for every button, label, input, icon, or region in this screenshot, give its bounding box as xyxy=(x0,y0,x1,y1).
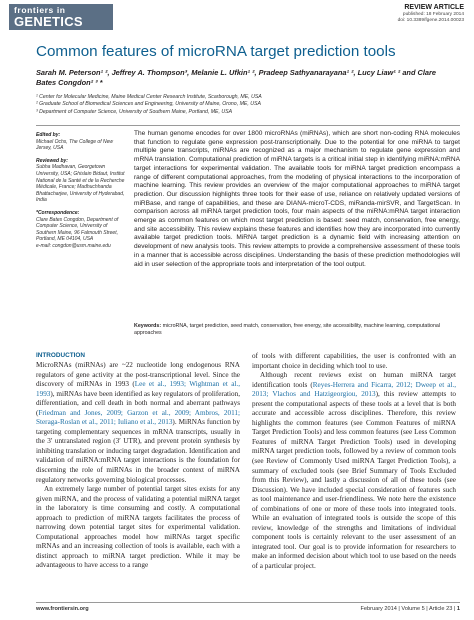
doi-link[interactable]: doi: 10.3389/fgene.2014.00023 xyxy=(397,18,464,23)
keywords-label: Keywords: xyxy=(134,323,162,329)
journal-logo[interactable] xyxy=(9,4,113,30)
affiliation-3: ³ Department of Computer Science, University of Southern Maine, Portland, ME, USA xyxy=(36,108,233,115)
body-text: ). MiRNAs function by targeting complementary sequences in mRNA transcripts, usually in the 3′ untranslated region (3′ UTR), and prevent protein synthesis by inhibiting translation or inducing target degradation. Identification and validation of miRNA:mRNA target interactions is the foundation for discerning the role of miRNAs in the broader context of miRNA regulatory networks governing biological processes. xyxy=(36,418,240,484)
body-paragraph xyxy=(36,485,240,571)
correspondence-address: Clare Bates Congdon, Department of Computer Science, University of Southern Maine, 96 Falmouth Street, Portland, ME 04104, USA xyxy=(36,216,119,243)
article-type: REVIEW ARTICLE xyxy=(404,4,464,11)
body-text: ), this review attempts to present the computational aspects of these tools at a level that is both accurate and accessible across disciplines. Therefore, this review highlights the common features (see Common Features of miRNA Target Prediction Tools) and less common features (see Less Common Features of miRNA Target Prediction Tools) used in developing miRNA target prediction tools, followed by a review of common tools (see Review of Commonly Used miRNA Target Prediction Tools), a summary of excluded tools (see Brief Summary of Tools Excluded from this Review), and lastly a discussion of all of these tools (see Discussion). We have included special consideration of features such as tool maintenance and user-friendliness. We note here the existence of combinations of one or more of these tools into integrated tools. While an evaluation of integrated tools is outside the scope of this review, knowledge of the strengths and limitations of individual component tools is certainly relevant to the user assessment of an integrated tool. Our goal is to provide information for researchers to make an informed decision about which tool to use based on the needs of a particular project. xyxy=(252,390,456,571)
correspondence-label: *Correspondence: xyxy=(36,209,80,216)
reviewed-by: Subha Madhavan, Georgetown University, USA; Ghislain Bidaut, Institut National de la Santé et de la Recherche Médicale, France; Madhuchhanda Bhattacharjee, University of Hyderabad, India xyxy=(36,164,125,204)
body-column-right xyxy=(252,352,456,572)
body-text: of tools with different capabilities, the user is confronted with an important choice in deciding which tool to use. xyxy=(252,352,456,370)
edited-by-label: Edited by: xyxy=(36,132,61,138)
article-title: Common features of microRNA target prediction tools xyxy=(36,43,396,60)
body-column-left xyxy=(36,352,240,571)
header-divider xyxy=(36,125,460,126)
editorial-sidebar xyxy=(36,132,126,250)
footer-issue-info xyxy=(360,606,460,612)
edited-by: Michael Ochs, The College of New Jersey, USA xyxy=(36,138,113,152)
affiliations xyxy=(36,94,456,116)
affiliation-2: ² Graduate School of Biomedical Sciences and Engineering, University of Maine, Orono, ME, USA xyxy=(36,101,261,108)
logo-top-text: frontiers in xyxy=(14,5,66,15)
abstract: The human genome encodes for over 1800 microRNAs (miRNAs), which are short non-coding RNA molecules that function to regulate gene expression post-transcriptionally. Due to the potential for one miRNA to target multiple gene transcripts, miRNAs are recognized as a major mechanism to regulate gene expression and mRNA translation. Computational prediction of miRNA targets is a critical initial step in identifying miRNA:mRNA target interactions for experimental validation. The available tools for miRNA target prediction encompass a range of different computational approaches, from the modeling of physical interactions to the incorporation of machine learning. This review provides an overview of the major computational approaches to miRNA target prediction. Our discussion highlights three tools for their ease of use, reliance on relatively updated versions of miRBase, and range of capabilities, and these are DIANA-microT-CDS, miRanda-mirSVR, and TargetScan. In comparison across all miRNA target prediction tools, four main aspects of the miRNA:mRNA target interaction emerge as common features on which most target prediction is based: seed match, conservation, free energy, and site accessibility. This review explains these features and identifies how they are incorporated into currently available target prediction tools. MiRNA target prediction is a dynamic field with increasing attention on development of new analysis tools. This review attempts to provide a comprehensive assessment of these tools in a manner that is accessible across disciplines. Understanding the basis of these prediction methodologies will aid in user selection of the appropriate tools and interpretation of the tool output. xyxy=(134,130,460,268)
correspondence-email[interactable]: e-mail: congdon@usm.maine.edu xyxy=(36,242,111,249)
body-text: Although recent reviews exist on human miRNA target identification tools ( xyxy=(252,371,456,389)
published-date: published: 18 February 2014 xyxy=(402,12,464,17)
author-list: Sarah M. Peterson¹ ², Jeffrey A. Thompson³, Melanie L. Ufkin¹ ², Pradeep Sathyanarayana¹ ², Lucy Liaw¹ ² and Clare Bates Congdon² ³ * xyxy=(36,68,437,87)
footer-divider xyxy=(36,602,460,603)
page-number: 1 xyxy=(456,606,460,612)
publication-info xyxy=(398,12,464,24)
body-paragraph xyxy=(252,371,456,571)
issue-info: February 2014 | Volume 5 | Article 23 | xyxy=(360,606,456,612)
journal-url[interactable]: www.frontiersin.org xyxy=(36,606,89,612)
citation-link[interactable]: Friedman and Jones, 2009; Garzon et al., 2009; Ambros, 2011; Steraga-Roslan et al., 2011; Iuliano et al., 2013 xyxy=(36,408,240,427)
body-text: MicroRNAs (miRNAs) are ~22 nucleotide long endogenous RNA regulators of gene activity at the post-transcriptional level. Since the discovery of miRNAs in 1993 ( xyxy=(36,361,240,389)
citation-link[interactable]: Lee et al., 1993; Wightman et al., 1993 xyxy=(36,380,240,398)
body-paragraph xyxy=(36,361,240,485)
body-text: ), miRNAs have been identified as key regulators of proliferation, differentiation, and cell death in both normal and aberrant pathways ( xyxy=(36,389,240,417)
body-text: An extremely large number of potential target sites exists for any given miRNA, and the process of validating a potential miRNA target in the laboratory is time consuming and costly. A computational approach to prediction of miRNA targets facilitates the process of narrowing down potential target sites for experimental validation. Computational approaches model how miRNAs target specific mRNAs and an increasing collection of tools is available, each with a distinct approach to miRNA target prediction. While it may be advantageous to have access to a range xyxy=(36,485,240,570)
journal-header xyxy=(0,0,474,34)
logo-bottom-text: GENETICS xyxy=(14,14,83,29)
reviewed-by-label: Reviewed by: xyxy=(36,157,68,164)
affiliation-1: ¹ Center for Molecular Medicine, Maine Medical Center Research Institute, Scarborough, ME, USA xyxy=(36,94,262,100)
citation-link[interactable]: Reyes-Herrera and Ficarra, 2012; Dweep et al., 2013; Vlachos and Hatzigeorgiou, 2013 xyxy=(252,380,457,399)
body-paragraph xyxy=(252,352,456,371)
keywords xyxy=(134,323,460,337)
section-heading-introduction: INTRODUCTION xyxy=(36,352,85,359)
keywords-text: microRNA, target prediction, seed match, conservation, free energy, site accessibility, machine learning, computational approaches xyxy=(134,323,441,336)
